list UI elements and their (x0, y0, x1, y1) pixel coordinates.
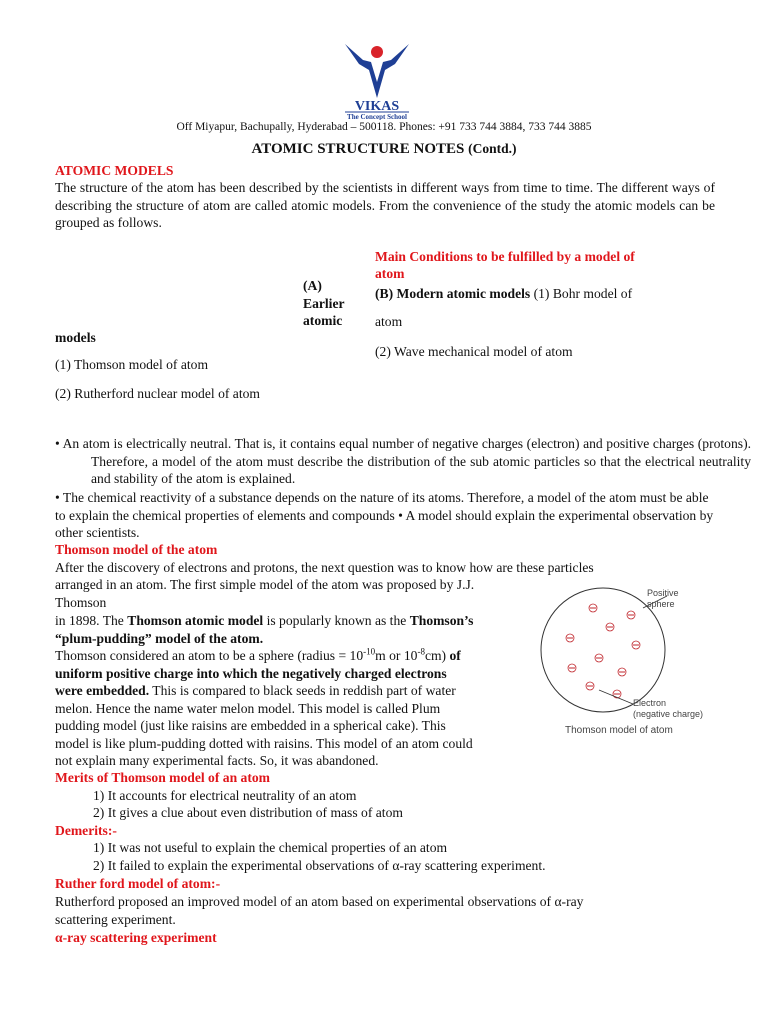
modern-item-1-cont: atom (375, 314, 403, 329)
earlier-label-b: Earlier (303, 296, 345, 311)
thomson-p1-line2: arranged in an atom. The first simple model of the atom was proposed by J.J. (55, 577, 475, 592)
thomson-p2-cont: “plum-pudding” model of the atom. (55, 631, 264, 646)
label-positive-2: sphere (647, 599, 675, 609)
label-electron-1: Electron (633, 698, 667, 708)
modern-item-2: (2) Wave mechanical model of atom (375, 344, 573, 359)
earlier-label-a: (A) (303, 278, 322, 293)
logo-tagline: The Concept School (347, 113, 407, 120)
merit-item-2: 2) It gives a clue about even distribution of mass of atom (93, 805, 403, 820)
thomson-p3-line7: not explain many experimental facts. So, it was abandoned. (55, 753, 379, 768)
merits-heading: Merits of Thomson model of an atom (55, 770, 270, 785)
alpha-ray-subheading: α-ray scattering experiment (55, 930, 217, 945)
thomson-model-figure (535, 580, 720, 745)
condition-bullet-2: • The chemical reactivity of a substance depends on the nature of its atoms. Therefore, a model of the atom must be able to explain the chemical properties of elements and compounds • A model should explain the experimental observation by other scientists. (55, 490, 714, 540)
label-electron-2: (negative charge) (633, 709, 704, 719)
merit-item-1: 1) It accounts for electrical neutrality of an atom (93, 788, 357, 803)
demerit-item-1: 1) It was not useful to explain the chemical properties of an atom (93, 840, 448, 855)
earlier-label-d: models (55, 330, 96, 345)
rutherford-p1-line2: scattering experiment. (55, 912, 176, 927)
figure-caption: Thomson model of atom (565, 725, 673, 736)
thomson-p3-line5: pudding model (just like raisins are embedded in a spherical cake). This (55, 718, 446, 733)
vikas-logo (337, 38, 417, 120)
thomson-p2: in 1898. The Thomson atomic model is popularly known as the Thomson’s (55, 613, 474, 628)
school-address: Off Miyapur, Bachupally, Hyderabad – 500118. Phones: +91 733 744 3884, 733 744 3885 (176, 121, 592, 133)
label-positive-1: Positive (647, 588, 679, 598)
thomson-p1-line3: Thomson (55, 595, 107, 610)
rutherford-p1-line1: Rutherford proposed an improved model of an atom based on experimental observations of α-ray (55, 894, 584, 909)
rutherford-heading: Ruther ford model of atom:- (55, 876, 221, 891)
modern-models: (B) Modern atomic models (1) Bohr model of (375, 286, 633, 301)
atomic-models-intro: The structure of the atom has been described by the scientists in different ways from time to time. The different ways of describing the structure of atom are called atomic models. From the convenience of the study the atomic models can be grouped as follows. (55, 180, 715, 230)
thomson-p3-line4: melon. Hence the name water melon model. This model is called Plum (55, 701, 441, 716)
atomic-models-heading: ATOMIC MODELS (55, 163, 174, 178)
demerit-item-2: 2) It failed to explain the experimental observations of α-ray scattering experiment. (93, 858, 546, 873)
page-title: ATOMIC STRUCTURE NOTES (Contd.) (251, 141, 517, 157)
logo-name: VIKAS (354, 99, 400, 114)
earlier-item-1: (1) Thomson model of atom (55, 357, 209, 372)
thomson-p3-line3: were embedded. This is compared to black seeds in reddish part of water (55, 683, 456, 698)
earlier-label-c: atomic (303, 313, 343, 328)
thomson-p3-line1: Thomson considered an atom to be a sphere (radius = $10^{-10}m$ or $10^{-8}cm$) of (55, 646, 461, 663)
thomson-p3-line2: uniform positive charge into which the negatively charged electrons (55, 666, 447, 681)
thomson-heading: Thomson model of the atom (55, 542, 218, 557)
electron-markers (566, 604, 640, 698)
conditions-heading-cont: atom (375, 266, 405, 281)
conditions-heading: Main Conditions to be fulfilled by a model of (375, 249, 635, 264)
earlier-item-2: (2) Rutherford nuclear model of atom (55, 386, 260, 401)
thomson-p3-line6: model is like plum-pudding dotted with raisins. This model of an atom could (55, 736, 473, 751)
condition-bullet-1: • An atom is electrically neutral. That is, it contains equal number of negative charges (electron) and positive charges (protons). Therefore, a model of the atom must describe the distribution of the sub atomic particles so that the electrical neutrality and stability of the atom is explained. (55, 436, 751, 486)
thomson-p1-line1: After the discovery of electrons and protons, the next question was to know how are these particles (55, 560, 594, 575)
demerits-heading: Demerits:- (55, 823, 117, 838)
